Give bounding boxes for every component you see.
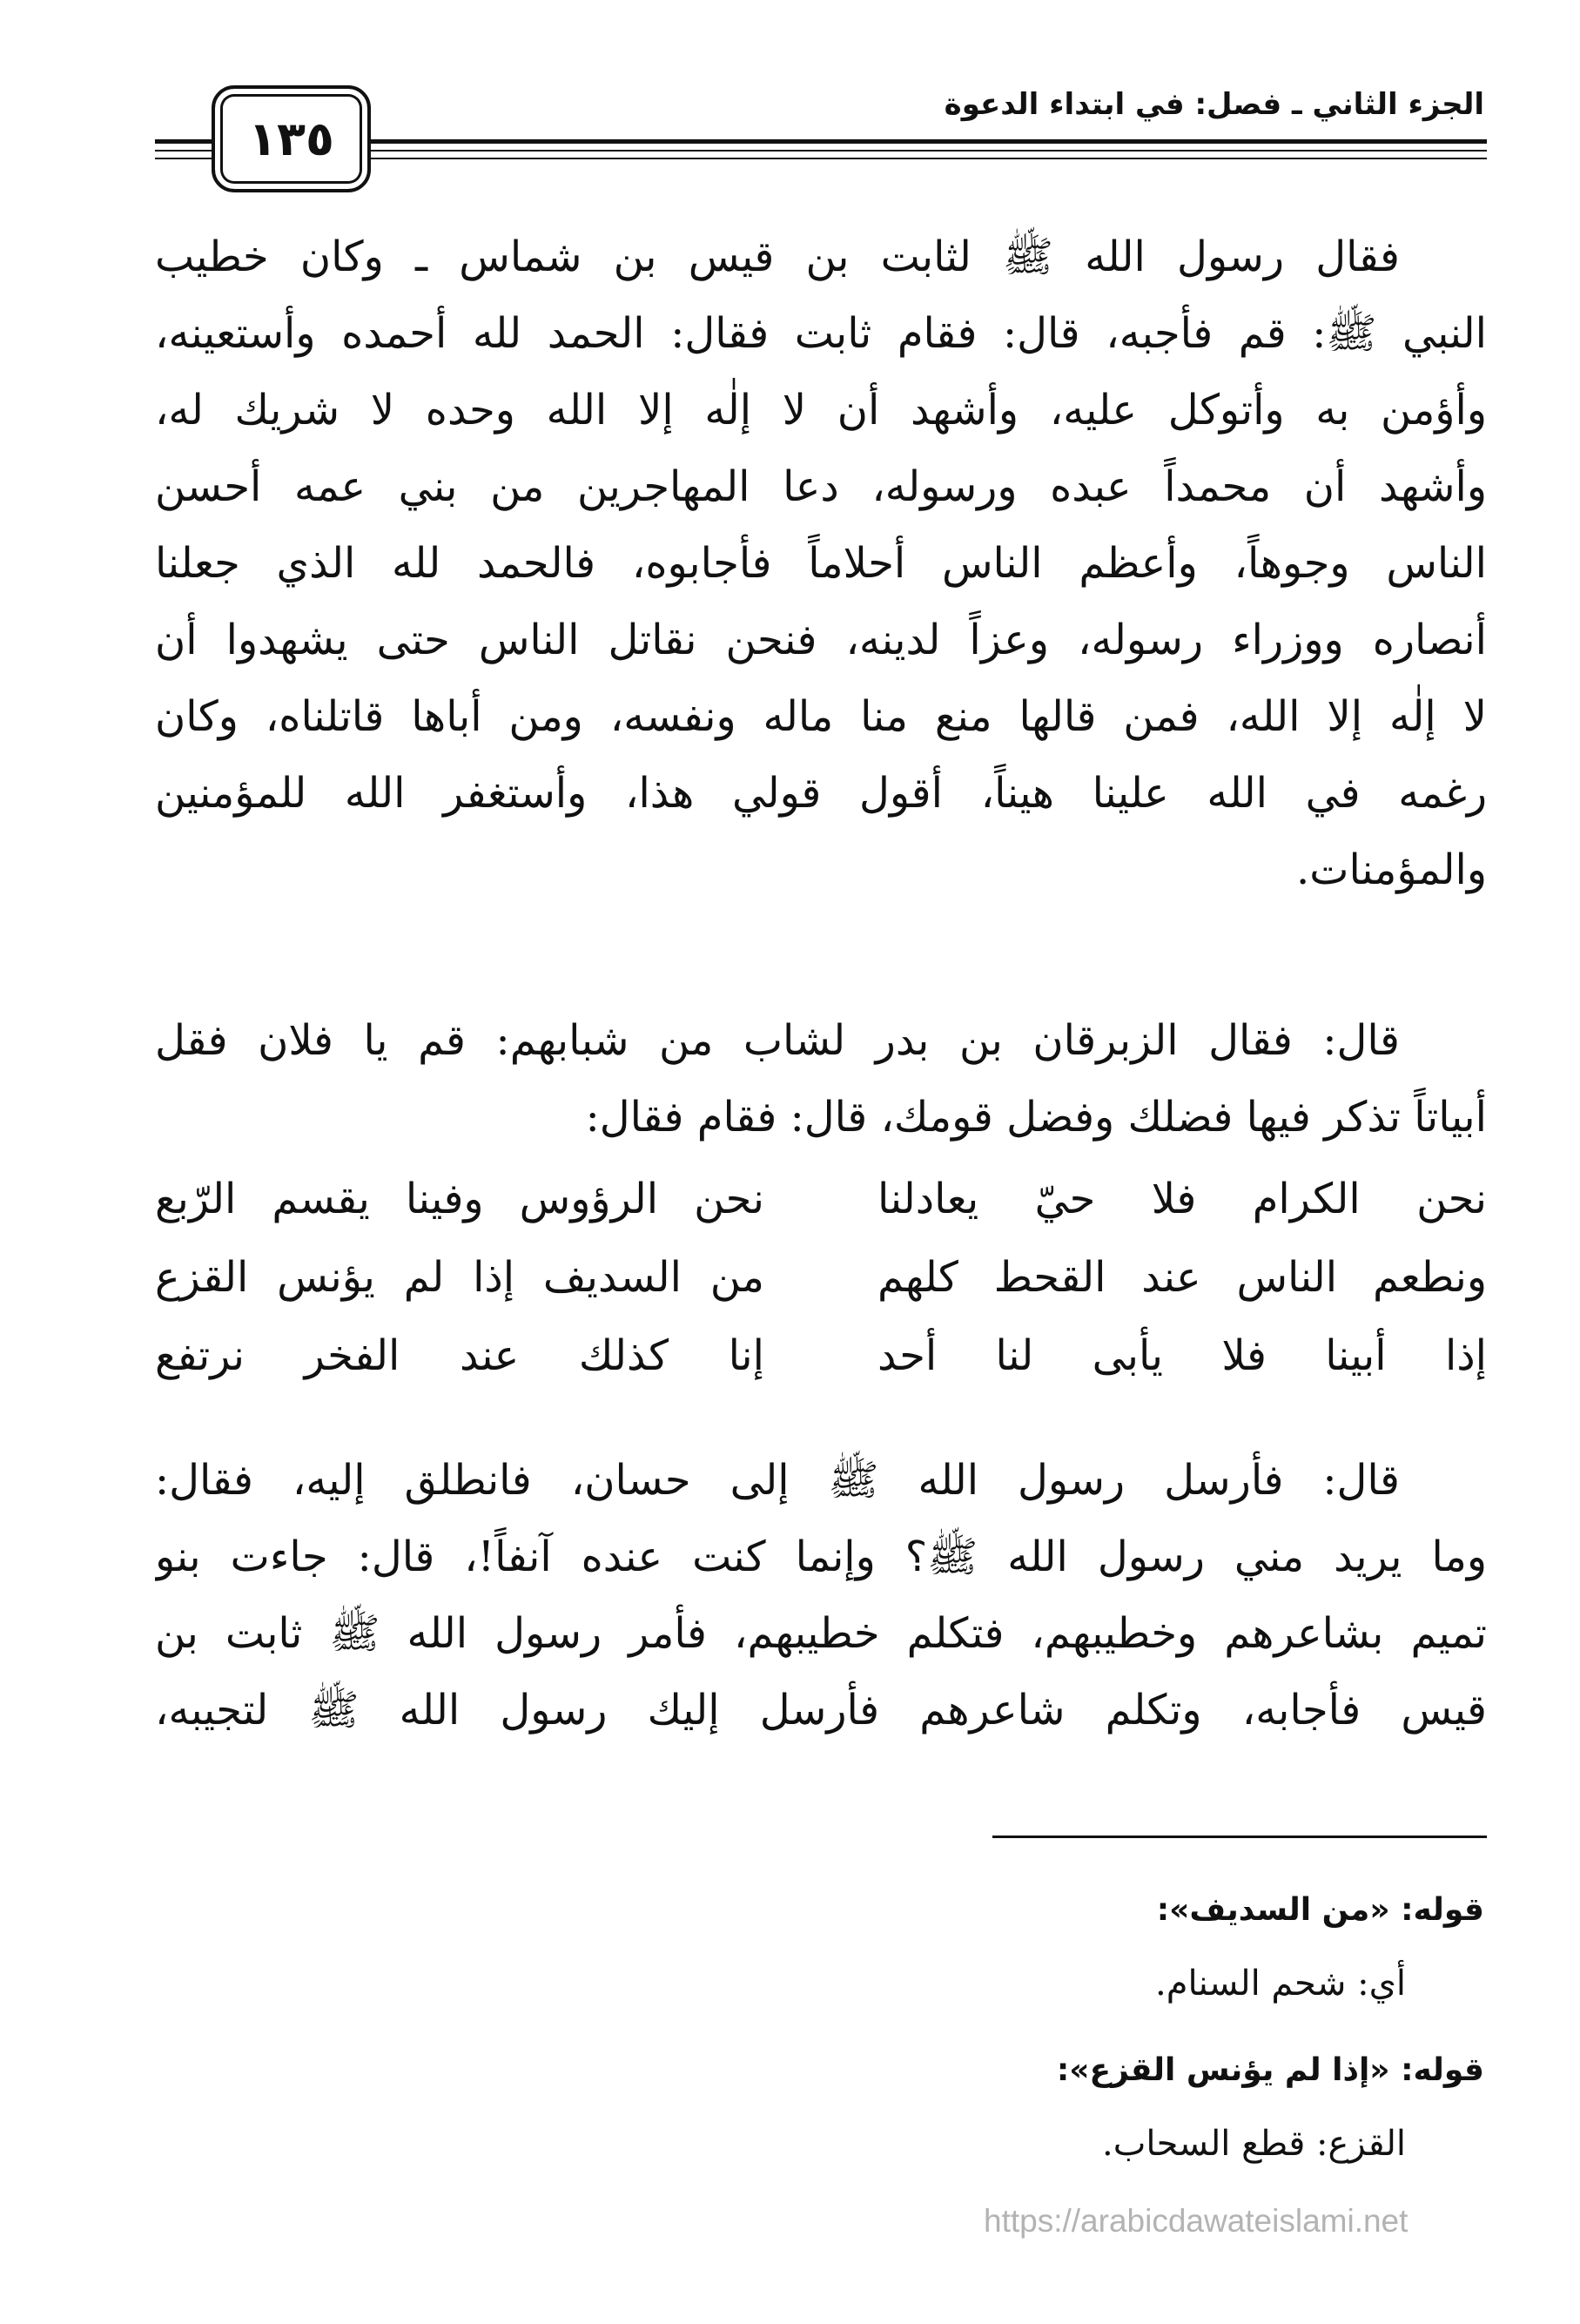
footnote-heading: قوله: «إذا لم يؤنس القزع»: (1056, 2052, 1484, 2088)
text-line: قال: فأرسل رسول الله ﷺ إلى حسان، فانطلق إليه، فقال: (155, 1456, 1400, 1505)
text-line: قيس فأجابه، وتكلم شاعرهم فأرسل إليك رسول الله ﷺ لتجيبه، (155, 1686, 1487, 1735)
footnote-text: أي: شحم السنام. (1154, 1964, 1406, 2004)
text-line: رغمه في الله علينا هيناً، أقول قولي هذا، وأستغفر الله للمؤمنين (155, 769, 1487, 818)
verse-second-hemistich: من السديف إذا لم يؤنس القزع (155, 1253, 764, 1302)
verse-first-hemistich: ونطعم الناس عند القحط كلهم (877, 1253, 1487, 1302)
running-head: الجزء الثاني ـ فصل: في ابتداء الدعوة (944, 87, 1484, 122)
text-line: قال: فقال الزبرقان بن بدر لشاب من شبابهم: قم يا فلان فقل (155, 1016, 1400, 1065)
poem-verse (155, 1321, 1487, 1394)
text-line: أبياتاً تذكر فيها فضلك وفضل قومك، قال: فقام فقال: (585, 1093, 1487, 1142)
text-line: وما يريد مني رسول الله ﷺ؟ وإنما كنت عنده آنفاً!، قال: جاءت بنو (155, 1532, 1487, 1581)
verse-first-hemistich: إذا أبينا فلا يأبى لنا أحد (877, 1331, 1487, 1380)
footnote-heading: قوله: «من السديف»: (1156, 1892, 1484, 1928)
text-line: فقال رسول الله ﷺ لثابت بن قيس بن شماس ـ وكان خطيب (155, 232, 1400, 281)
text-line: والمؤمنات. (1296, 845, 1487, 894)
text-line: وأؤمن به وأتوكل عليه، وأشهد أن لا إلٰه إلا الله وحده لا شريك له، (155, 386, 1487, 434)
page-number: ١٣٥ (212, 85, 371, 192)
text-line: لا إلٰه إلا الله، فمن قالها منع منا ماله ونفسه، ومن أباها قاتلناه، وكان (155, 692, 1487, 741)
verse-second-hemistich: إنا كذلك عند الفخر نرتفع (155, 1331, 764, 1380)
footnote-text: القزع: قطع السحاب. (1102, 2124, 1406, 2164)
poem-verse (155, 1243, 1487, 1316)
text-line: أنصاره ووزراء رسوله، وعزاً لدينه، فنحن نقاتل الناس حتى يشهدوا أن (155, 616, 1487, 664)
footnote-separator (992, 1836, 1487, 1838)
text-line: الناس وجوهاً، وأعظم الناس أحلاماً فأجابوه، فالحمد لله الذي جعلنا (155, 539, 1487, 588)
poem-verse (155, 1164, 1487, 1237)
verse-first-hemistich: نحن الكرام فلا حيّ يعادلنا (877, 1175, 1487, 1223)
watermark-url: https://arabicdawateislami.net (984, 2203, 1409, 2239)
text-line: تميم بشاعرهم وخطيبهم، فتكلم خطيبهم، فأمر رسول الله ﷺ ثابت بن (155, 1609, 1487, 1658)
text-line: النبي ﷺ: قم فأجبه، قال: فقام ثابت فقال: الحمد لله أحمده وأستعينه، (155, 309, 1487, 358)
verse-second-hemistich: نحن الرؤوس وفينا يقسم الرّبع (155, 1175, 764, 1223)
text-line: وأشهد أن محمداً عبده ورسوله، دعا المهاجرين من بني عمه أحسن (155, 462, 1487, 511)
